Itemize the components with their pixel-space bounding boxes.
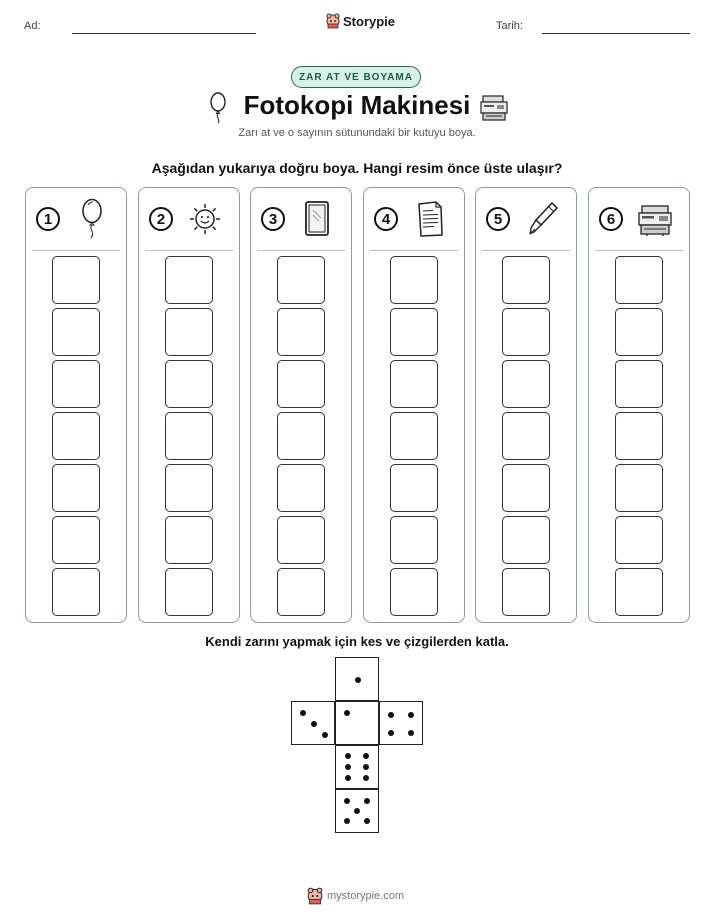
die-face-5 [335,789,379,833]
die-pip [363,753,369,759]
color-box[interactable] [390,516,438,564]
column-1 [25,187,127,623]
color-box[interactable] [502,516,550,564]
color-box[interactable] [277,308,325,356]
name-line [72,33,256,34]
copier-icon [635,198,675,240]
die-face-1-center [335,701,379,745]
color-box[interactable] [390,464,438,512]
storypie-mascot-icon [326,13,340,29]
column-number: 1 [36,207,60,231]
color-box[interactable] [390,308,438,356]
column-number: 2 [149,207,173,231]
die-face-1 [335,657,379,701]
column-divider [145,250,233,251]
die-pip [363,775,369,781]
activity-badge: ZAR AT VE BOYAMA [291,66,421,88]
color-box[interactable] [615,464,663,512]
storypie-logo [326,13,395,29]
die-pip [408,730,414,736]
name-label: Ad: [24,20,41,32]
die-face-4 [379,701,423,745]
color-box[interactable] [277,464,325,512]
color-box[interactable] [390,360,438,408]
color-box[interactable] [502,256,550,304]
column-divider [482,250,570,251]
footer [307,887,404,905]
column-divider [257,250,345,251]
balloon-icon [72,198,112,240]
die-pip [388,730,394,736]
column-number: 5 [486,207,510,231]
color-box[interactable] [615,516,663,564]
column-number: 4 [374,207,398,231]
color-box[interactable] [165,256,213,304]
fountain-pen-icon [522,198,562,240]
column-number: 6 [599,207,623,231]
die-face-3 [291,701,335,745]
color-box[interactable] [277,256,325,304]
color-box[interactable] [615,360,663,408]
column-2 [138,187,240,623]
storypie-mascot-icon [307,887,323,905]
color-box[interactable] [165,412,213,460]
column-3 [250,187,352,623]
color-box[interactable] [502,464,550,512]
color-box[interactable] [615,568,663,616]
tablet-icon [297,198,337,240]
die-pip [344,798,350,804]
color-box[interactable] [52,308,100,356]
date-line [542,33,690,34]
column-6 [588,187,690,623]
die-pip [311,721,317,727]
column-number: 3 [261,207,285,231]
color-box[interactable] [615,412,663,460]
color-box[interactable] [52,516,100,564]
color-box[interactable] [615,308,663,356]
document-icon [410,198,450,240]
die-instruction: Kendi zarını yapmak için kes ve çizgilerden katla. [205,634,509,649]
column-5 [475,187,577,623]
die-pip [345,764,351,770]
color-box[interactable] [390,256,438,304]
color-box[interactable] [615,256,663,304]
color-box[interactable] [165,308,213,356]
die-pip [344,710,350,716]
column-divider [370,250,458,251]
die-pip [364,818,370,824]
color-box[interactable] [52,412,100,460]
die-pip [344,818,350,824]
color-box[interactable] [277,412,325,460]
color-box[interactable] [502,308,550,356]
subtitle: Zarı at ve o sayının sütunundaki bir kutuyu boya. [238,127,476,139]
page-title: Fotokopi Makinesi [243,90,471,120]
color-box[interactable] [52,256,100,304]
color-box[interactable] [165,568,213,616]
color-box[interactable] [390,568,438,616]
date-label: Tarih: [496,20,523,32]
color-box[interactable] [52,568,100,616]
footer-url: mystorypie.com [327,890,405,902]
color-box[interactable] [165,360,213,408]
color-box[interactable] [165,464,213,512]
column-divider [595,250,683,251]
color-box[interactable] [165,516,213,564]
color-box[interactable] [277,516,325,564]
die-face-6 [335,745,379,789]
die-pip [354,808,360,814]
color-box[interactable] [277,360,325,408]
color-box[interactable] [277,568,325,616]
color-box[interactable] [502,412,550,460]
die-pip [388,712,394,718]
die-pip [345,753,351,759]
column-divider [32,250,120,251]
color-box[interactable] [502,360,550,408]
instruction-text: Aşağıdan yukarıya doğru boya. Hangi resim önce üste ulaşır? [151,160,563,176]
color-box[interactable] [52,360,100,408]
color-box[interactable] [52,464,100,512]
color-box[interactable] [502,568,550,616]
die-pip [322,732,328,738]
column-4 [363,187,465,623]
die-pip [408,712,414,718]
sun-icon [185,198,225,240]
die-pip [355,677,361,683]
color-box[interactable] [390,412,438,460]
die-pip [363,764,369,770]
die-pip [364,798,370,804]
logo-text: Storypie [343,13,396,29]
die-pip [300,710,306,716]
title-copier-icon [479,92,509,122]
die-pip [345,775,351,781]
